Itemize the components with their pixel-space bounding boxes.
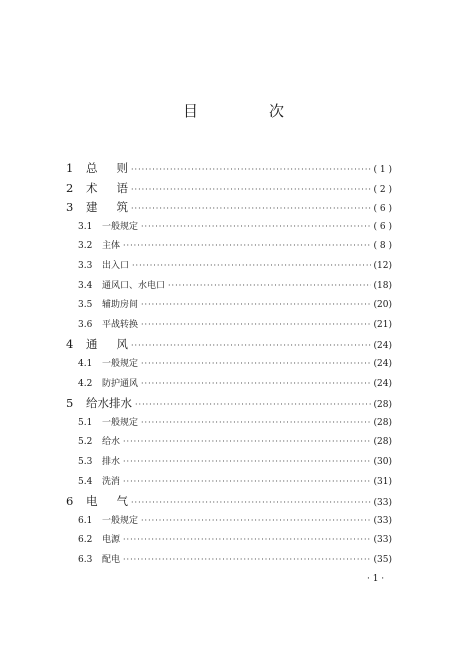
toc-entry-title: 电源 <box>102 535 121 546</box>
toc-entry-page: (33) <box>373 498 392 509</box>
toc-entry-title: 一般规定 <box>102 358 139 369</box>
table-of-contents <box>66 160 392 571</box>
toc-section-row[interactable] <box>66 552 392 572</box>
toc-entry-page: (28) <box>373 417 392 428</box>
toc-chapter-row[interactable] <box>66 160 392 180</box>
toc-entry-title: 出入口 <box>102 260 130 271</box>
page-number: · 1 · <box>367 574 385 584</box>
toc-section-row[interactable] <box>66 297 392 317</box>
toc-section-row[interactable] <box>66 415 392 435</box>
dot-leader <box>141 359 371 368</box>
dot-leader <box>131 165 371 174</box>
toc-entry-number: 4 <box>66 337 74 352</box>
toc-entry-page: ( 1 ) <box>373 165 392 175</box>
dot-leader <box>123 477 371 486</box>
toc-section-row[interactable] <box>66 356 392 376</box>
toc-entry-page: (24) <box>373 341 392 352</box>
toc-entry-title: 建 筑 <box>86 200 128 215</box>
toc-entry-title: 通 风 <box>86 337 128 352</box>
toc-entry-title: 主体 <box>102 241 121 252</box>
toc-entry-number: 6.1 <box>78 515 93 526</box>
toc-entry-number: 5.4 <box>78 476 93 487</box>
toc-entry-page: ( 2 ) <box>373 184 392 195</box>
dot-leader <box>131 498 371 507</box>
toc-entry-page: (28) <box>373 400 392 411</box>
toc-entry-page: ( 8 ) <box>373 241 392 252</box>
toc-section-row[interactable] <box>66 219 392 239</box>
toc-section-row[interactable] <box>66 434 392 454</box>
toc-chapter-row[interactable] <box>66 336 392 356</box>
toc-entry-number: 5.3 <box>78 456 93 467</box>
toc-entry-title: 电 气 <box>86 494 128 509</box>
toc-entry-title: 辅助房间 <box>102 300 139 311</box>
toc-section-row[interactable] <box>66 454 392 474</box>
toc-entry-number: 3 <box>66 200 74 215</box>
toc-entry-page: (12) <box>373 260 392 271</box>
toc-entry-number: 3.6 <box>78 319 93 330</box>
toc-entry-number: 3.4 <box>78 280 93 291</box>
toc-entry-number: 5 <box>66 396 74 411</box>
dot-leader <box>141 418 371 427</box>
toc-entry-page: ( 6 ) <box>373 221 392 232</box>
toc-entry-title: 排水 <box>102 456 121 467</box>
toc-entry-number: 3.2 <box>78 241 93 252</box>
toc-section-row[interactable] <box>66 474 392 494</box>
toc-entry-page: (21) <box>373 319 392 330</box>
toc-entry-title: 通风口、水电口 <box>102 280 166 291</box>
toc-entry-title: 给水 <box>102 437 121 448</box>
dot-leader <box>168 281 371 290</box>
toc-entry-number: 5.1 <box>78 417 93 428</box>
dot-leader <box>123 241 371 250</box>
toc-entry-page: (30) <box>373 456 392 467</box>
toc-entry-page: (24) <box>373 358 392 369</box>
toc-entry-number: 4.2 <box>78 378 93 389</box>
toc-entry-title: 给水排水 <box>86 396 132 411</box>
dot-leader <box>141 222 371 231</box>
toc-entry-page: (35) <box>373 554 392 565</box>
dot-leader <box>131 185 371 194</box>
toc-chapter-row[interactable] <box>66 199 392 219</box>
toc-section-row[interactable] <box>66 238 392 258</box>
toc-entry-title: 配电 <box>102 554 121 565</box>
toc-entry-page: (28) <box>373 437 392 448</box>
toc-chapter-row[interactable] <box>66 180 392 200</box>
toc-entry-number: 4.1 <box>78 358 93 369</box>
dot-leader <box>141 379 371 388</box>
toc-entry-number: 6 <box>66 494 74 509</box>
toc-entry-number: 3.3 <box>78 260 93 271</box>
toc-section-row[interactable] <box>66 513 392 533</box>
toc-entry-page: (24) <box>373 378 392 389</box>
toc-entry-number: 6.3 <box>78 554 93 565</box>
toc-chapter-row[interactable] <box>66 493 392 513</box>
toc-entry-page: ( 6 ) <box>373 204 392 215</box>
dot-leader <box>141 516 371 525</box>
dot-leader <box>141 300 371 309</box>
toc-entry-title: 术 语 <box>86 180 128 195</box>
toc-entry-page: (33) <box>373 515 392 526</box>
toc-entry-title: 一般规定 <box>102 417 139 428</box>
toc-entry-number: 5.2 <box>78 437 93 448</box>
toc-entry-page: (31) <box>373 476 392 487</box>
toc-entry-page: (33) <box>373 535 392 546</box>
toc-section-row[interactable] <box>66 258 392 278</box>
toc-section-row[interactable] <box>66 278 392 298</box>
dot-leader <box>123 437 371 446</box>
dot-leader <box>132 261 371 270</box>
toc-entry-title: 防护通风 <box>102 378 139 389</box>
toc-section-row[interactable] <box>66 376 392 396</box>
dot-leader <box>131 204 371 213</box>
toc-entry-title: 一般规定 <box>102 515 139 526</box>
toc-entry-title: 一般规定 <box>102 221 139 232</box>
toc-entry-number: 3.5 <box>78 300 93 311</box>
toc-entry-title: 平战转换 <box>102 319 139 330</box>
toc-section-row[interactable] <box>66 532 392 552</box>
toc-entry-number: 3.1 <box>78 221 93 232</box>
dot-leader <box>123 555 371 564</box>
toc-chapter-row[interactable] <box>66 395 392 415</box>
dot-leader <box>135 400 371 409</box>
toc-entry-page: (18) <box>373 280 392 291</box>
dot-leader <box>123 535 371 544</box>
page-title: 目 次 <box>182 102 312 120</box>
toc-entry-number: 2 <box>66 180 74 195</box>
toc-section-row[interactable] <box>66 317 392 337</box>
toc-entry-title: 洗消 <box>102 476 121 487</box>
dot-leader <box>123 457 371 466</box>
toc-entry-title: 总 则 <box>86 161 128 175</box>
toc-entry-page: (20) <box>373 300 392 311</box>
toc-entry-number: 6.2 <box>78 535 93 546</box>
dot-leader <box>131 341 371 350</box>
toc-entry-number: 1 <box>66 161 74 175</box>
dot-leader <box>141 320 371 329</box>
